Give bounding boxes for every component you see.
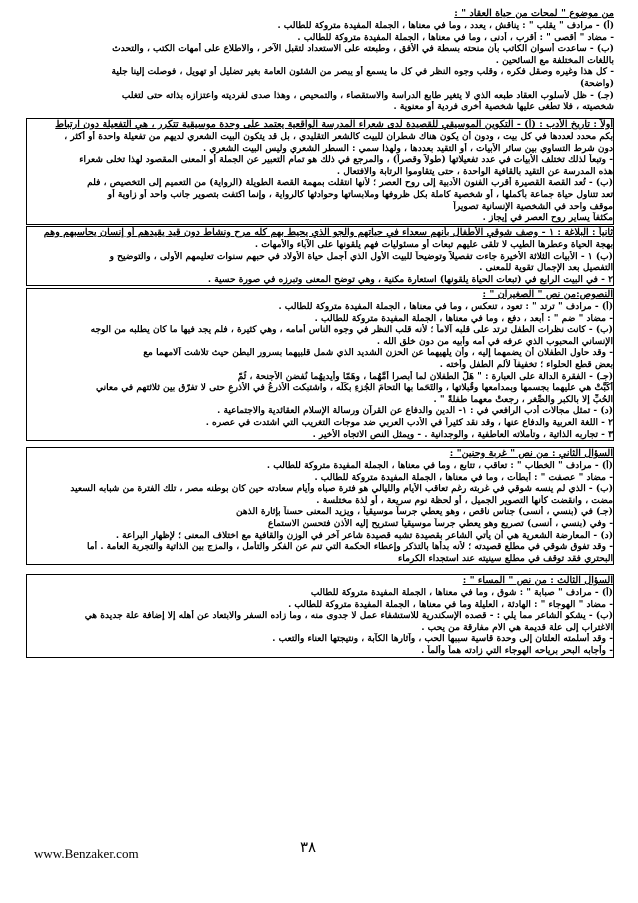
rhetoric-section <box>26 226 614 286</box>
intro-line: - مضاد " أقصى " : أقرب ، أدنى ، وما في معناها ، الجملة المفيدة متروكة للطالب . <box>297 31 614 43</box>
section-line: ٢ - في البيت الرابع في (تبعات الحياة يلقونها) استعارة مكنية ، وهي توضح المعنى وتبرزه في صورة حسية . <box>207 273 613 285</box>
intro-line: (جـ) - ظل لأسلوب العقاد طبعه الذي لا يتغير طابع الدراسة والاستقصاء ، والتمحيص ، وهذا صدى لفرديته واعتزازه بذاته حتى لتغلب <box>121 89 614 101</box>
section-line: بكم محدد لعددها في كل بيت ، ودون أن يكون هناك شطران للبيت كالشعر التقليدي ، بل قد يتكون البيت الشعري لديهم من تفعيلة واحدة أو أكثر ، <box>64 131 613 142</box>
section-line: مضت ، وانقضت كأنها التصوير الجميل ، أو لحظة نوم سريعة ، أو لذة مختلسة . <box>316 494 613 506</box>
section-line: الإنساني المحبوب الذي عرفه في أمه وأبيه من دون خلق الله . <box>376 335 613 347</box>
website-link[interactable]: www.Benzaker.com <box>34 846 139 861</box>
section-line: (أ) - مرادف " صبابة " : شوق ، وما في معناها ، الجملة المفيدة متروكة للطالب <box>310 587 613 598</box>
texts-title: النصوص:من نص " الصغيران " : <box>482 289 613 300</box>
section-line: (أ) - مرادف " الخطاب " : تعاقب ، تتابع ، وما في معناها ، الجملة المفيدة متروكة للطالب . <box>266 460 613 471</box>
page-number: ٣٨ <box>300 838 317 856</box>
section-line: التفصيل بعد الإجمال تقوية للمعنى . <box>479 262 613 274</box>
intro-line: - كل هذا وغيره وصقل فكره ، وقلب وجوه النظر في كل ما يسمع أو يبصر من الشئون العامة بغير تضليل أو تهويل ، فوصلت إلينا جلية <box>111 66 614 78</box>
intro-block <box>26 8 614 113</box>
section-line: - مضاد " الهوجاء " : الهادئة ، العليلة وما في معناها ، الجملة المفيدة متروكة للطالب . <box>288 598 613 610</box>
section-line: هذه المدرسة عن التقيد بالقافية الواحدة ، حتى يتقاوموا الرتابة والافتعال . <box>336 165 613 177</box>
third-question-title: السؤال الثالث : من نص " المساء " : <box>462 575 613 586</box>
section-line: بعض قطع الحلواء ؛ تخفيفاً لألم الطفل وأخته . <box>439 358 613 370</box>
section-line: بهجة الحياة وعطرها الطيب لا تلقى عليهم تبعات أو مسئوليات فهم يلقونها على الآباء والأمهات . <box>254 239 613 250</box>
section-line: ٢ - اللغة العربية والدفاع عنها ، وقد نقد كثيراً في الأدب العربي ضد موجات التغريب التي اشتدت في عصره . <box>205 416 613 428</box>
section-line: (د) - تمثل مجالات أدب الرافعي في : ١- الدين والدفاع عن القرآن ورسالة الإسلام العقائدية والاجتماعية . <box>217 405 613 417</box>
intro-title: من موضوع " لمحات من حياة العقاد " : <box>454 8 614 19</box>
section-line: (ب) - تُعد القصة القصيرة أقرب الفنون الأدبية إلى روح العصر ؛ لأنها انتقلت بمهمة القصة الطويلة (الرواية) من التعميم إلى التخصيص ، فلم <box>87 177 613 189</box>
section-line: - وقد حاول الطفلان أن يضمهما إليه ، وأن يلهيهما عن الحزن الشديد الذي شمل قلبيهما بسرور البطن حيث تلاشت آلامهما مع <box>143 347 613 359</box>
section-line: (د) - المعارضة الشعرية هي أن يأتي الشاعر بقصيدة تشبه قصيدة شاعر آخر في الوزن والقافية مع اختلاف المعنى ؛ لإظهار البراعة . <box>115 529 613 541</box>
literature-history-title: أولاً : تاريخ الأدب : (أ) - التكوين الموسيقي للقصيدة لدى شعراء المدرسة الواقعية يعتمد على وحدة موسيقية تتكرر ، هي التفعيلة دون ارتباط <box>55 119 613 130</box>
section-line: - وقد أسلمته العلتان إلى وحدة قاسية سببها الحب ، وآثارها الكآبة ، ونتيجتها العناء والتعب . <box>272 633 613 645</box>
third-question-section <box>26 574 614 658</box>
section-line: ٣ - تجاربه الذاتية ، وتأملاته العاطفية ، والوجدانية . - ويمثل النص الاتجاه الأخير . <box>312 428 613 440</box>
section-line: الاغتراب إلى علة قديمة هي الام مفارقة من يحب . <box>421 621 613 633</box>
section-line: (ب) - كانت نظرات الطفل ترتد على قلبه آلاماً ؛ لأنه قلب النظر في وجوه الناس أمامه ، وهي كثيرة ، فلم يجد فيها ما كان يطلبه من الوجه <box>90 324 613 336</box>
section-line: (جـ) في (بنسي ، أنسى) جناس ناقص ، وهو يعطي جرساً موسيقياً ، ويزيد المعنى حسناً بإثارة الذهن <box>235 506 613 518</box>
intro-line: شخصيته ، فلا تطغى عليها شخصية أخرى فردية أو معنوية . <box>393 101 614 113</box>
intro-line: (واضحة) <box>580 77 614 89</box>
section-line: (جـ) - الفقرة الدالة على العبارة : " هَلَّ الطفلان لما أبصرا أمَّهُما ، وهَمّا وأيديهُما نُفضن الأجنحة ، ثُمّ <box>237 370 613 382</box>
section-line: مكثفاً يساير روح العصر في إيجاز . <box>482 212 613 224</box>
section-line: الحُبِّ إلا بالكبر والصِّغر ، رجعتْ معهما طفلةً " . <box>433 393 613 405</box>
section-line: - مضاد " ضم " : أبعد ، دفع ، وما في معناها ، الجملة المفيدة متروكة للطالب . <box>314 312 613 324</box>
intro-line: (أ) - مرادف " يقلب " : يناقش ، يعدد ، وما في معناها ، الجملة المفيدة متروكة للطالب . <box>277 20 614 31</box>
section-line: - مضاد " عصفت " : أبطأت ، وما في معناها ، الجملة المفيدة متروكة للطالب . <box>314 471 613 483</box>
section-line: البحتري فقد توقف في مطلع سينيته عند استجداء الكرماء <box>398 552 613 564</box>
section-line: تعد تتناول حياة جماعة بأكملها ، أو شخصية كاملة بكل ظروفها وملابساتها وحوادثها كالرواية ، وإنما اكتفت بتصوير جانب واحد أو زاوية أو <box>107 188 613 200</box>
section-line: - وتبعاً لذلك تختلف الأبيات في عدد تفعيلاتها (طولاً وقصراً) ، والمرجع في ذلك هو تمام التعبير عن الجملة أو المعنى المقصود لهذا تخلى شعراء <box>79 154 613 166</box>
section-line: - وقد تفوق شوقي في مطلع قصيدته ؛ لأنه بدأها بالتذكر وإعطاء الحكمة التي تنم عن الفكر والتأمل ، والمزج بين الذاتية والتجربة العامة . أما <box>87 541 613 553</box>
intro-line: باللغات المختلفة مع السائحين . <box>495 54 614 66</box>
rhetoric-title: ثانياً : البلاغة : ١ - وصف شوقي الأطفال بأنهم سعداء في حياتهم والجو الذي يحيط بهم كله مرح ونشاط دون قيد يقيدهم أو إنسان يحاسبهم وهم <box>43 227 613 238</box>
intro-line: (ب) - ساعدت أسوان الكاتب بأن منحته بسطة في الأفق ، وطبعته على الاستعداد لتقبل الآخر ، والاطلاع على أمهات الكتب ، والتحدث <box>112 43 614 55</box>
section-line: (ب) ١ - الأبيات الثلاثة الأخيرة جاءت تفصيلاً وتوضيحاً للبيت الأول الذي أجمل حياة الأولاد في حبهم سنوات تعليمهم الأولى ، والتوضيح و <box>109 250 613 262</box>
section-line: موقف واحد في الشخصية الإنسانية تصويراً <box>453 200 613 212</box>
section-line: (أ) - مرادف " ترتد " : تعود ، تنعكس ، وما في معناها ، الجملة المفيدة متروكة للطالب . <box>278 301 613 312</box>
section-line: أَكَبَّتْ هي عليهما بجسمها وبمدامعها وقُبلاتها ، والتَحَما بها التحامَ الجُزءِ بكُلِّه ، واشتبكت الأذرعُ في الأذرعِ حتى لا تفرّق بين ثلاثتهم في معاني <box>95 382 613 394</box>
texts-section <box>26 288 614 441</box>
section-line: دون شرط التساوي بين سائر الأبيات ، أو التقيد بعددها ، ولهذا سمي : السطر الشعري وليس البيت الشعري . <box>202 142 613 154</box>
second-question-title: السؤال الثاني : من نص " غربة وحنين" : <box>449 448 613 459</box>
second-question-section <box>26 447 614 565</box>
section-line: - وفي (بنسي ، أنسى) تصريع وهو يعطي جرساً موسيقياً تستريح إليه الأذن فتحسن الاستماع <box>267 517 613 529</box>
section-line: (ب) - يشكو الشاعر مما يلي : - قصده الإسكندرية للاستشفاء عمل لا جدوى منه ، وما زاده السفر والابتعاد عن أهله إلا إضافة علة جديدة هي <box>84 610 613 622</box>
section-line: (ب) - الذي لم ينسه شوقي في غربته رغم تعاقب الأيام والليالي هو فترة صباه وأيام سعادته حين كان بوطنه مصر ، تلك الفترة من شبابه السعيد <box>70 483 613 495</box>
literature-history-section <box>26 118 614 225</box>
section-line: - وأجابه البحر برياحه الهوجاء التي زادته هماً وألماً . <box>421 644 613 656</box>
